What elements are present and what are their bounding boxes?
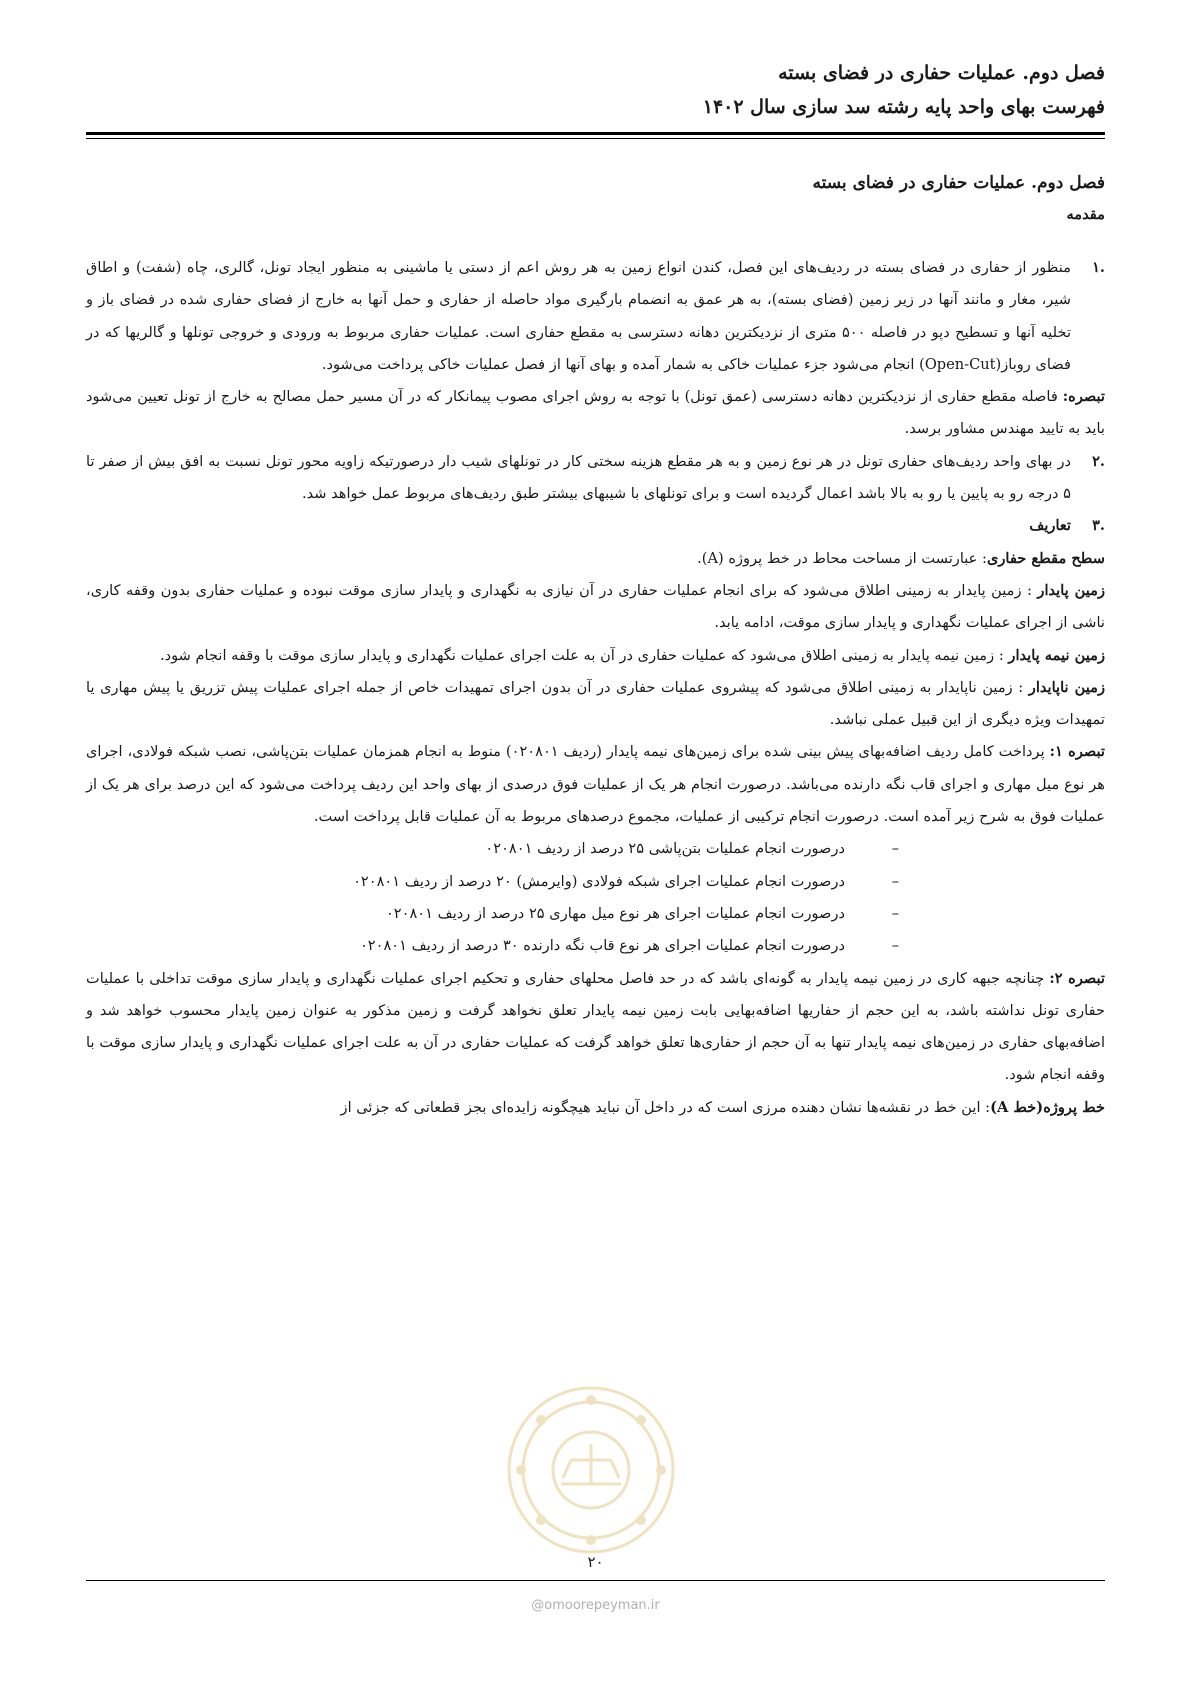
note-text: چنانچه جبهه کاری در زمین نیمه پایدار به گونه‌ای باشد که در حد فاصل محلهای حفاری و تحکیم اجرای عملیات نگهداری و پایدار سازی موقت تداخلی با عملیات حفاری تونل نداشته باشد، به این حجم از حفاریها اضافه‌بهایی بابت زمین نیمه پایدار تعلق نخواهد گرفت و زمین مذکور به عنوان زمین پایدار محسوب خواهد شد و اضافه‌بهای حفاری در زمین‌های نیمه پایدار تنها به آن حجم از حفاری‌ها تعلق خواهد گرفت که عملیات حفاری در آن به علت اجرای عملیات نگهداری و پایدار سازی موقت با وقفه انجام شود. [86, 969, 1105, 1084]
definition-text: زمین نیمه پایدار به زمینی اطلاق می‌شود که عملیات حفاری در آن به علت اجرای عملیات نگهداری و پایدار سازی موقت با وقفه انجام شود. [159, 646, 995, 664]
footer-rule [86, 1580, 1105, 1581]
header-rule-thick [86, 132, 1105, 135]
note-label: تبصره: [1062, 388, 1105, 406]
list-item-text: درصورت انجام عملیات اجرای هر نوع قاب نگه دارنده ۳۰ درصد از ردیف ۰۲۰۸۰۱ [359, 937, 845, 955]
definition-term: زمین ناپایدار [1028, 678, 1105, 696]
definition-term: زمین پایدار [1037, 581, 1105, 599]
percentage-list-item [86, 866, 1105, 898]
intro-heading: مقدمه [1066, 206, 1105, 223]
dash-bullet: – [891, 872, 899, 890]
definitions-heading: تعاریف [1029, 517, 1071, 535]
note-tunnel-distance [86, 381, 1105, 446]
definition-text: این خط در نقشه‌ها نشان دهنده مرزی است که در داخل آن نباید هیچگونه زایده‌ای بجز قطعاتی که جزئی از [340, 1098, 981, 1116]
percentage-list-item [86, 833, 1105, 865]
page-number: ۲۰ [587, 1553, 604, 1571]
header-chapter-title: فصل دوم. عملیات حفاری در فضای بسته [778, 62, 1105, 84]
numbered-item-1 [86, 252, 1105, 381]
definition-project-line: خط پروژه(خط A): این خط در نقشه‌ها نشان دهنده مرزی است که در داخل آن نباید هیچگونه زایده‌ای بجز قطعاتی که جزئی از [340, 1098, 1105, 1116]
page-header [86, 56, 1105, 124]
item-number: .۲ [1092, 452, 1105, 470]
footer-website: @omoorepeyman.ir [531, 1598, 660, 1613]
numbered-item-2 [86, 446, 1105, 511]
item-number: .۳ [1092, 517, 1105, 535]
dash-bullet: – [891, 904, 899, 922]
dash-bullet: – [891, 840, 899, 858]
chapter-title: فصل دوم. عملیات حفاری در فضای بسته [812, 173, 1105, 193]
note-1 [86, 736, 1105, 833]
dash-bullet: – [891, 937, 899, 955]
definition-semi-stable-ground: زمین نیمه پایدار : زمین نیمه پایدار به زمینی اطلاق می‌شود که عملیات حفاری در آن به علت اجرای عملیات نگهداری و پایدار سازی موقت با وقفه انجام شود. [159, 646, 1105, 664]
note-text: پرداخت کامل ردیف اضافه‌بهای پیش بینی شده برای زمین‌های نیمه پایدار (ردیف ۰۲۰۸۰۱) منوط به انجام همزمان عملیات بتن‌پاشی، نصب شبکه فولادی، اجرای هر نوع میل مهاری و اجرای قاب نگه دارنده می‌باشد. درصورت انجام هر یک از عملیات فوق درصدی از بهای واحد این ردیف پرداخت می‌شود که این درصد برای هر یک از عملیات فوق به شرح زیر آمده است. درصورت انجام ترکیبی از عملیات، مجموع درصدهای مربوط به آن عملیات قابل پرداخت است. [86, 743, 1105, 826]
definition-text: عبارتست از مساحت محاط در خط پروژه (A). [697, 549, 978, 567]
item-text: منظور از حفاری در فضای بسته در ردیف‌های این فصل، کندن انواع زمین به هر روش اعم از دستی یا ماشینی به منظور ایجاد تونل، گالری، چاه (شفت) و اطاق شیر، مغار و مانند آنها در زیر زمین (فضای بسته)، به هر عمق به انضمام بارگیری مواد حاصله از حفاری و حمل آنها به خارج از فضای حفاری شده در فضای باز و تخلیه آنها و تسطیح دپو در فاصله ۵۰۰ متری از نزدیکترین دهانه دسترسی به مقطع حفاری است. عملیات حفاری مربوط به ورودی و خروجی تونلها و گالریها که در فضای روباز(Open-Cut) انجام می‌شود جزء عملیات خاکی به شمار آمده و بهای آنها از فصل عملیات خاکی پرداخت می‌شود. [86, 259, 1072, 373]
list-item-text: درصورت انجام عملیات اجرای هر نوع میل مهاری ۲۵ درصد از ردیف ۰۲۰۸۰۱ [385, 904, 845, 922]
percentage-list-item [86, 898, 1105, 930]
seal-watermark [503, 1382, 679, 1558]
list-item-text: درصورت انجام عملیات بتن‌پاشی ۲۵ درصد از ردیف ۰۲۰۸۰۱ [485, 840, 845, 858]
list-item-text: درصورت انجام عملیات اجرای شبکه فولادی (وایرمش) ۲۰ درصد از ردیف ۰۲۰۸۰۱ [353, 872, 845, 890]
note-2 [86, 963, 1105, 1092]
definition-text: زمین پایدار به زمینی اطلاق می‌شود که برای انجام عملیات حفاری در آن نیازی به نگهداری و پایدار سازی موقت نبوده و عملیات حفاری بدون وقفه کاری، ناشی از اجرای عملیات نگهداری و پایدار سازی موقت، ادامه یابد. [86, 581, 1105, 632]
numbered-item-3 [86, 510, 1105, 542]
definition-cross-section: سطح مقطع حفاری: عبارتست از مساحت محاط در خط پروژه (A). [697, 549, 1105, 567]
definition-unstable-ground: زمین ناپایدار : زمین ناپایدار به زمینی اطلاق می‌شود که پیشروی عملیات حفاری در آن بدون اجرای تمهیدات خاص از جمله اجرای عملیات پیش تزریق یا پیش مهاری یا تمهیدات ویژه دیگری از این قبیل عملی نباشد. [86, 678, 1105, 729]
definition-stable-ground: زمین پایدار : زمین پایدار به زمینی اطلاق می‌شود که برای انجام عملیات حفاری در آن نیازی به نگهداری و پایدار سازی موقت نبوده و عملیات حفاری بدون وقفه کاری، ناشی از اجرای عملیات نگهداری و پایدار سازی موقت، ادامه یابد. [86, 581, 1105, 632]
definition-term: زمین نیمه پایدار [1008, 646, 1105, 664]
percentage-list-item [86, 930, 1105, 962]
note-text: فاصله مقطع حفاری از نزدیکترین دهانه دسترسی (عمق تونل) با توجه به روش اجرای مصوب پیمانکار که در آن مسیر حمل مصالح به خارج از تونل تعیین می‌شود باید به تایید مهندس مشاور برسد. [86, 388, 1105, 438]
header-price-list-title: فهرست بهای واحد پایه رشته سد سازی سال ۱۴۰۲ [702, 96, 1105, 118]
definition-term: سطح مقطع حفاری [986, 549, 1105, 567]
note-label: تبصره ۲: [1049, 969, 1105, 987]
header-rule-thin [86, 138, 1105, 139]
note-label: تبصره ۱: [1049, 743, 1105, 761]
item-number: .۱ [1092, 259, 1105, 276]
definition-term: خط پروژه(خط A) [990, 1098, 1105, 1116]
definition-text: زمین ناپایدار به زمینی اطلاق می‌شود که پیشروی عملیات حفاری در آن بدون اجرای تمهیدات خاص از جمله اجرای عملیات پیش تزریق یا پیش مهاری یا تمهیدات ویژه دیگری از این قبیل عملی نباشد. [86, 678, 1105, 729]
item-text: در بهای واحد ردیف‌های حفاری تونل در هر نوع زمین و به هر مقطع هزینه سختی کار در تونلهای شیب دار درصورتیکه زاویه محور تونل نسبت به افق بیش از صفر تا ۵ درجه رو به پایین یا رو به بالا باشد اعمال گردیده است و برای تونلهای با شیبهای بیشتر طبق ردیف‌های مربوط عمل خواهد شد. [86, 452, 1071, 503]
document-body [86, 166, 1105, 1124]
